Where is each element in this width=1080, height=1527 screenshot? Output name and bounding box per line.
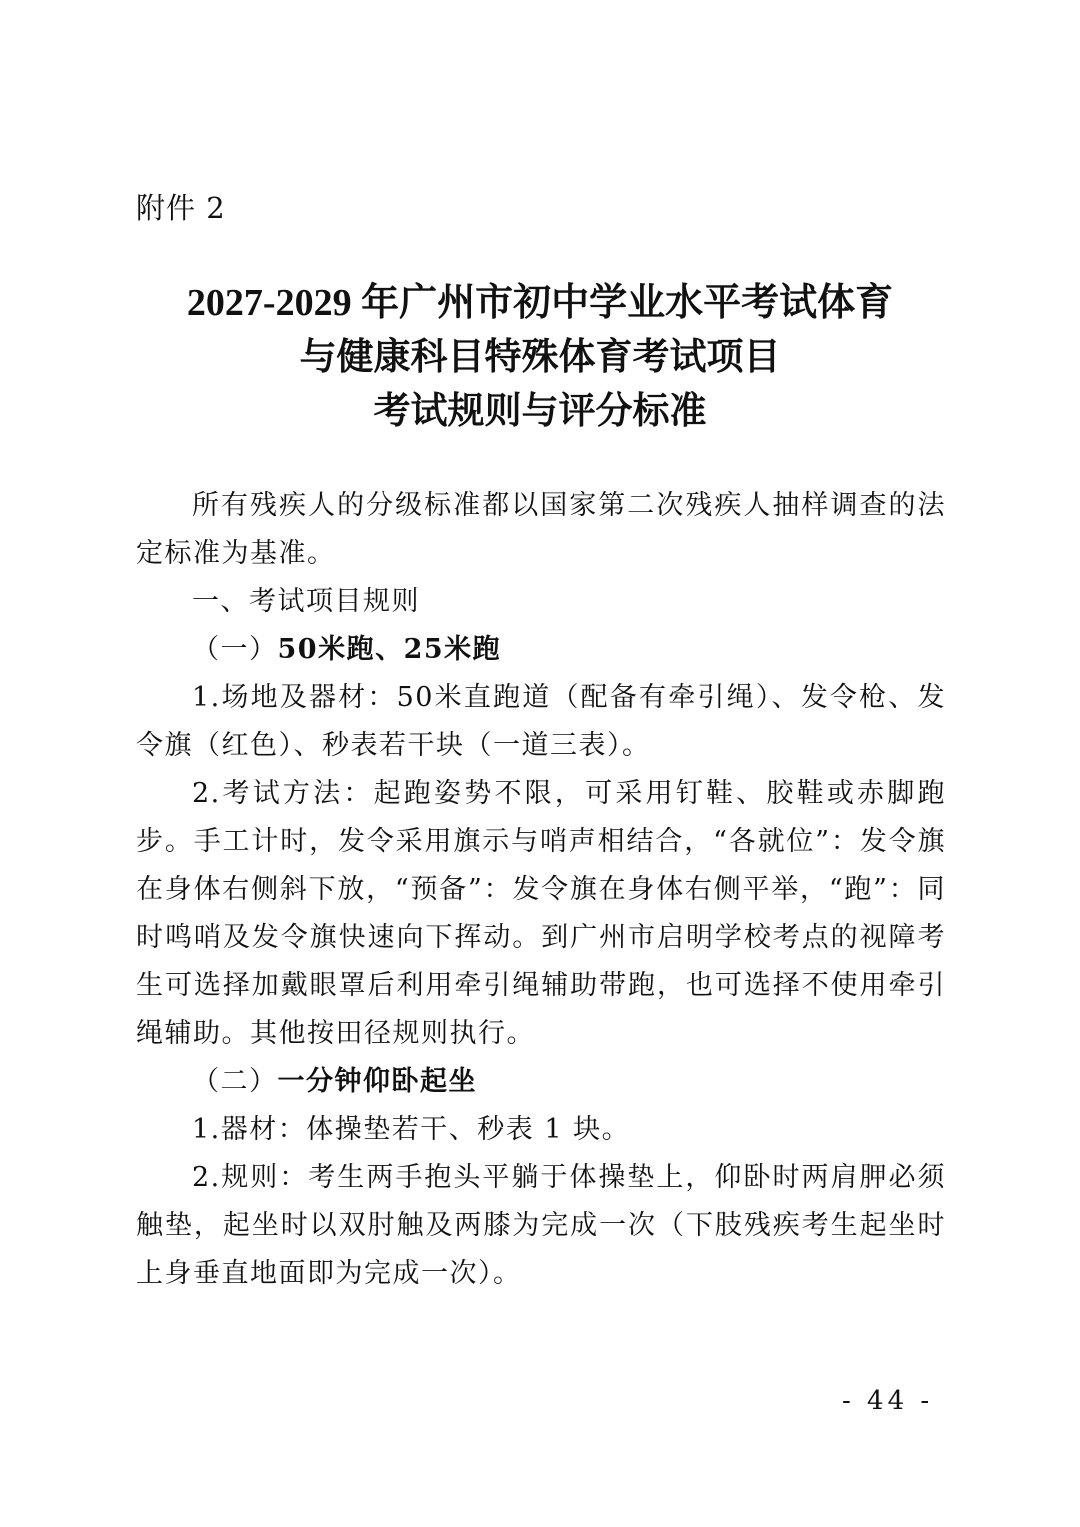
document-body — [136, 482, 946, 1298]
section-heading: 一、考试项目规则 — [192, 586, 420, 617]
subsection-number: （二） — [192, 1066, 278, 1097]
situps-equipment-paragraph: 1.器材：体操垫若干、秒表 1 块。 — [192, 1114, 631, 1145]
subsection-number: （一） — [192, 634, 278, 665]
running-method-paragraph: 2.考试方法：起跑姿势不限，可采用钉鞋、胶鞋或赤脚跑步。手工计时，发令采用旗示与哨声相结合，“各就位”：发令旗在身体右侧斜下放，“预备”：发令旗在身体右侧平举，“跑”：同时鸣哨及发令旗快速向下挥动。到广州市启明学校考点的视障考生可选择加戴眼罩后利用牵引绳辅助带跑，也可选择不使用牵引绳辅助。其他按田径规则执行。 — [136, 778, 946, 1049]
situps-rules-paragraph: 2.规则：考生两手抱头平躺于体操垫上，仰卧时两肩胛必须触垫，起坐时以双肘触及两膝为完成一次（下肢残疾考生起坐时上身垂直地面即为完成一次）。 — [136, 1162, 946, 1289]
title-line-1: 2027-2029 年广州市初中学业水平考试体育 — [186, 282, 894, 324]
document-title — [0, 276, 1080, 438]
title-line-2: 与健康科目特殊体育考试项目 — [299, 335, 781, 378]
page-number: - 44 - — [842, 1386, 934, 1416]
subsection-heading-running — [136, 626, 946, 674]
subsection-title: 50米跑、25米跑 — [277, 634, 502, 665]
subsection-title: 一分钟仰卧起坐 — [277, 1066, 477, 1097]
attachment-label: 附件 2 — [136, 191, 226, 225]
running-equipment-paragraph: 1.场地及器材：50米直跑道（配备有牵引绳）、发令枪、发令旗（红色）、秒表若干块（一道三表）。 — [136, 682, 946, 761]
subsection-heading-situps — [136, 1058, 946, 1106]
intro-paragraph: 所有残疾人的分级标准都以国家第二次残疾人抽样调查的法定标准为基准。 — [136, 490, 946, 569]
title-line-3: 考试规则与评分标准 — [373, 389, 707, 432]
